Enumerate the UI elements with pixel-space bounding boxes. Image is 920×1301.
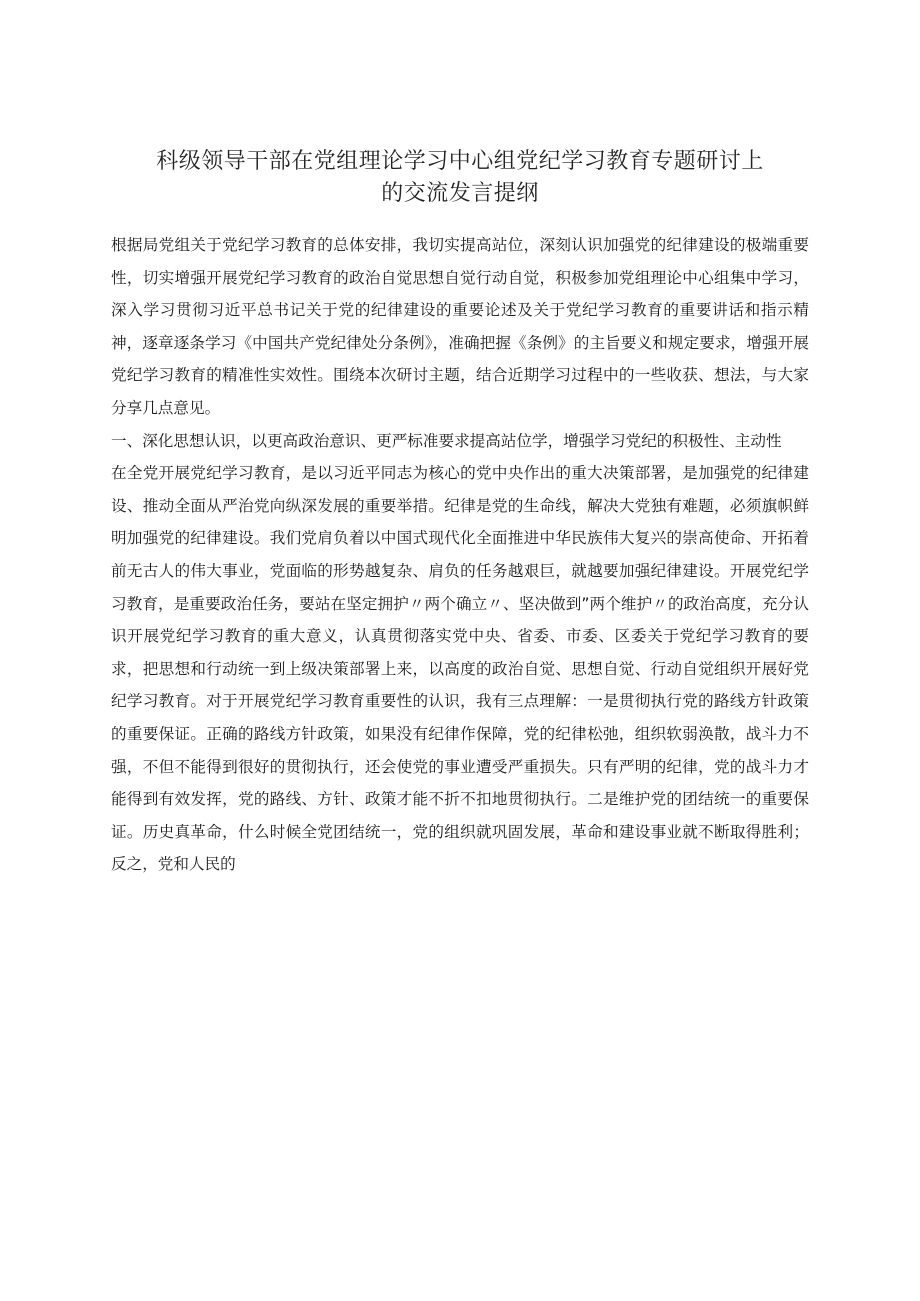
document-title <box>110 146 810 210</box>
document-body <box>111 229 809 881</box>
intro-paragraph: 根据局党组关于党纪学习教育的总体安排，我切实提高站位，深刻认识加强党的纪律建设的极端重要性，切实增强开展党纪学习教育的政治自觉思想自觉行动自觉，积极参加党组理论中心组集中学习，深入学习贯彻习近平总书记关于党的纪律建设的重要论述及关于党纪学习教育的重要讲话和指示精神，逐章逐条学习《中国共产党纪律处分条例》，准确把握《条例》的主旨要义和规定要求，增强开展党纪学习教育的精准性实效性。围绕本次研讨主题，结合近期学习过程中的一些收获、想法，与大家分享几点意见。 <box>111 236 809 417</box>
section-heading-1: 一、深化思想认识，以更高政治意识、更严标准要求提高站位学，增强学习党纪的积极性、主动性 <box>111 431 782 450</box>
title-line-1: 科级领导干部在党组理论学习中心组党纪学习教育专题研讨上 <box>156 149 764 174</box>
title-line-2: 的交流发言提纲 <box>381 181 539 206</box>
body-paragraph: 在全党开展党纪学习教育，是以习近平同志为核心的党中央作出的重大决策部署，是加强党的纪律建设、推动全面从严治党向纵深发展的重要举措。纪律是党的生命线，解决大党独有难题，必须旗帜鲜明加强党的纪律建设。我们党肩负着以中国式现代化全面推进中华民族伟大复兴的崇高使命、开拓着前无古人的伟大事业，党面临的形势越复杂、肩负的任务越艰巨，就越要加强纪律建设。开展党纪学习教育，是重要政治任务，要站在坚定拥护〃两个确立〃、坚决做到”两个维护〃的政治高度，充分认识开展党纪学习教育的重大意义，认真贯彻落实党中央、省委、市委、区委关于党纪学习教育的要求，把思想和行动统一到上级决策部署上来，以高度的政治自觉、思想自觉、行动自觉组织开展好党纪学习教育。对于开展党纪学习教育重要性的认识，我有三点理解：一是贯彻执行党的路线方针政策的重要保证。正确的路线方针政策，如果没有纪律作保障，党的纪律松弛，组织软弱涣散，战斗力不强，不但不能得到很好的贯彻执行，还会使党的事业遭受严重损失。只有严明的纪律，党的战斗力才能得到有效发挥，党的路线、方针、政策才能不折不扣地贯彻执行。二是维护党的团结统一的重要保证。历史真革命，什么时候全党团结统一，党的组织就巩固发展，革命和建设事业就不断取得胜利；反之，党和人民的 <box>111 464 809 874</box>
